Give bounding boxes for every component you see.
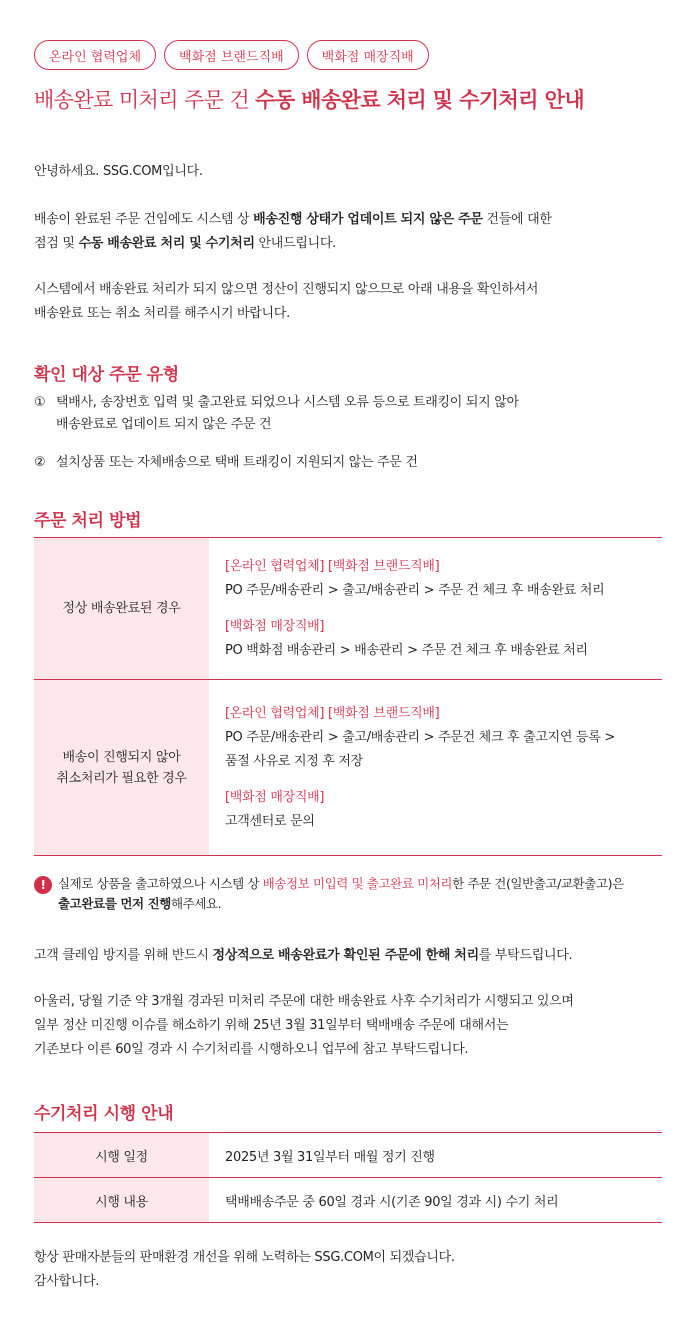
warning-text: 실제로 상품을 출고하였으나 시스템 상 (58, 876, 263, 891)
notice-line: 기존보다 이른 60일 경과 시 수기처리를 시행하오니 업무에 참고 부탁드립니다. (34, 1042, 469, 1057)
section-heading-target-types: 확인 대상 주문 유형 (34, 365, 179, 385)
process-group (225, 702, 648, 774)
warning-note (34, 874, 624, 914)
notice-line: 아울러, 당월 기준 약 3개월 경과된 미처리 주문에 대한 배송완료 사후 수기처리가 시행되고 있으며 (34, 994, 574, 1009)
group-tag: [온라인 협력업체] [백화점 브랜드직배] (225, 558, 440, 574)
warning-text: 한 주문 건(일반출고/교환출고)은 (452, 876, 624, 891)
closing-paragraph (34, 1246, 455, 1294)
intro2-paragraph (34, 278, 538, 326)
table-row (34, 538, 662, 680)
tag-dept-store: 백화점 매장직배 (307, 40, 429, 70)
section-heading-process-method: 주문 처리 방법 (34, 511, 142, 531)
process-table (34, 537, 662, 856)
group-path: 고객센터로 문의 (225, 813, 315, 829)
row-label (34, 680, 209, 856)
row-value: 택배배송주문 중 60일 경과 시(기존 90일 경과 시) 수기 처리 (209, 1178, 662, 1223)
warning-highlight: 배송정보 미입력 및 출고완료 미처리 (262, 876, 453, 891)
intro2-line: 배송완료 또는 취소 처리를 해주시기 바랍니다. (34, 306, 290, 321)
group-path: 품절 사유로 지정 후 저장 (225, 753, 363, 769)
list-text: 설치상품 또는 자체배송으로 택배 트래킹이 지원되지 않는 주문 건 (56, 455, 418, 470)
table-row (34, 680, 662, 856)
row-value: 2025년 3월 31일부터 매월 정기 진행 (209, 1133, 662, 1178)
title-bold: 수동 배송완료 처리 및 수기처리 안내 (255, 88, 585, 112)
list-text: 배송완료로 업데이트 되지 않은 주문 건 (56, 417, 272, 432)
schedule-table (34, 1132, 662, 1223)
exclamation-circle-icon: ! (34, 876, 52, 894)
intro-text: 안내드립니다. (254, 236, 336, 251)
row-label: 시행 내용 (34, 1178, 209, 1223)
list-number: ① (34, 395, 46, 410)
warning-text: 해주세요. (170, 896, 222, 911)
intro-paragraph (34, 208, 552, 256)
table-row (34, 1133, 662, 1178)
notice-line: 일부 정산 미진행 이슈를 해소하기 위해 25년 3월 31일부터 택배배송 주문에 대해서는 (34, 1018, 509, 1033)
audience-tags (34, 40, 429, 70)
greeting: 안녕하세요. SSG.COM입니다. (34, 164, 203, 179)
intro-text: 점검 및 (34, 236, 79, 251)
row-label (34, 538, 209, 680)
intro-emphasis: 배송진행 상태가 업데이트 되지 않은 주문 (253, 212, 483, 227)
claim-text: 고객 클레임 방지를 위해 반드시 (34, 948, 213, 963)
page-title (34, 84, 584, 114)
list-item (34, 452, 418, 474)
row-content (209, 680, 662, 856)
tag-dept-brand: 백화점 브랜드직배 (164, 40, 299, 70)
row-label-line: 정상 배송완료된 경우 (62, 601, 181, 616)
closing-line: 항상 판매자분들의 판매환경 개선을 위해 노력하는 SSG.COM이 되겠습니다. (34, 1250, 455, 1265)
group-tag: [온라인 협력업체] [백화점 브랜드직배] (225, 705, 440, 721)
group-path: PO 백화점 배송관리 > 배송관리 > 주문 건 체크 후 배송완료 처리 (225, 642, 588, 658)
process-group (225, 555, 648, 603)
process-group (225, 615, 648, 663)
notice-paragraph (34, 990, 574, 1062)
claim-paragraph (34, 944, 572, 968)
process-group (225, 786, 648, 834)
row-label-line: 배송이 진행되지 않아 (62, 749, 181, 765)
title-normal: 배송완료 미처리 주문 건 (34, 88, 256, 112)
intro-emphasis: 수동 배송완료 처리 및 수기처리 (78, 236, 255, 251)
table-row (34, 1178, 662, 1223)
row-label-line: 취소처리가 필요한 경우 (56, 770, 187, 786)
section-heading-manual-processing: 수기처리 시행 안내 (34, 1104, 174, 1124)
group-tag: [백화점 매장직배] (225, 618, 325, 634)
claim-emphasis: 정상적으로 배송완료가 확인된 주문에 한해 처리 (212, 948, 479, 963)
intro-text: 배송이 완료된 주문 건임에도 시스템 상 (34, 212, 254, 227)
claim-text: 를 부탁드립니다. (478, 948, 573, 963)
list-number: ② (34, 455, 46, 470)
group-path: PO 주문/배송관리 > 출고/배송관리 > 주문 건 체크 후 배송완료 처리 (225, 582, 605, 598)
closing-line: 감사합니다. (34, 1274, 100, 1289)
row-content (209, 538, 662, 680)
group-tag: [백화점 매장직배] (225, 789, 325, 805)
group-path: PO 주문/배송관리 > 출고/배송관리 > 주문건 체크 후 출고지연 등록 > (225, 729, 615, 745)
warning-emphasis: 출고완료를 먼저 진행 (58, 896, 171, 911)
tag-online-partner: 온라인 협력업체 (34, 40, 156, 70)
row-label: 시행 일정 (34, 1133, 209, 1178)
list-text: 택배사, 송장번호 입력 및 출고완료 되었으나 시스템 오류 등으로 트래킹이 되지 않아 (56, 395, 519, 410)
list-item (34, 392, 519, 436)
intro-text: 건들에 대한 (482, 212, 552, 227)
intro2-line: 시스템에서 배송완료 처리가 되지 않으면 정산이 진행되지 않으므로 아래 내용을 확인하셔서 (34, 282, 539, 297)
